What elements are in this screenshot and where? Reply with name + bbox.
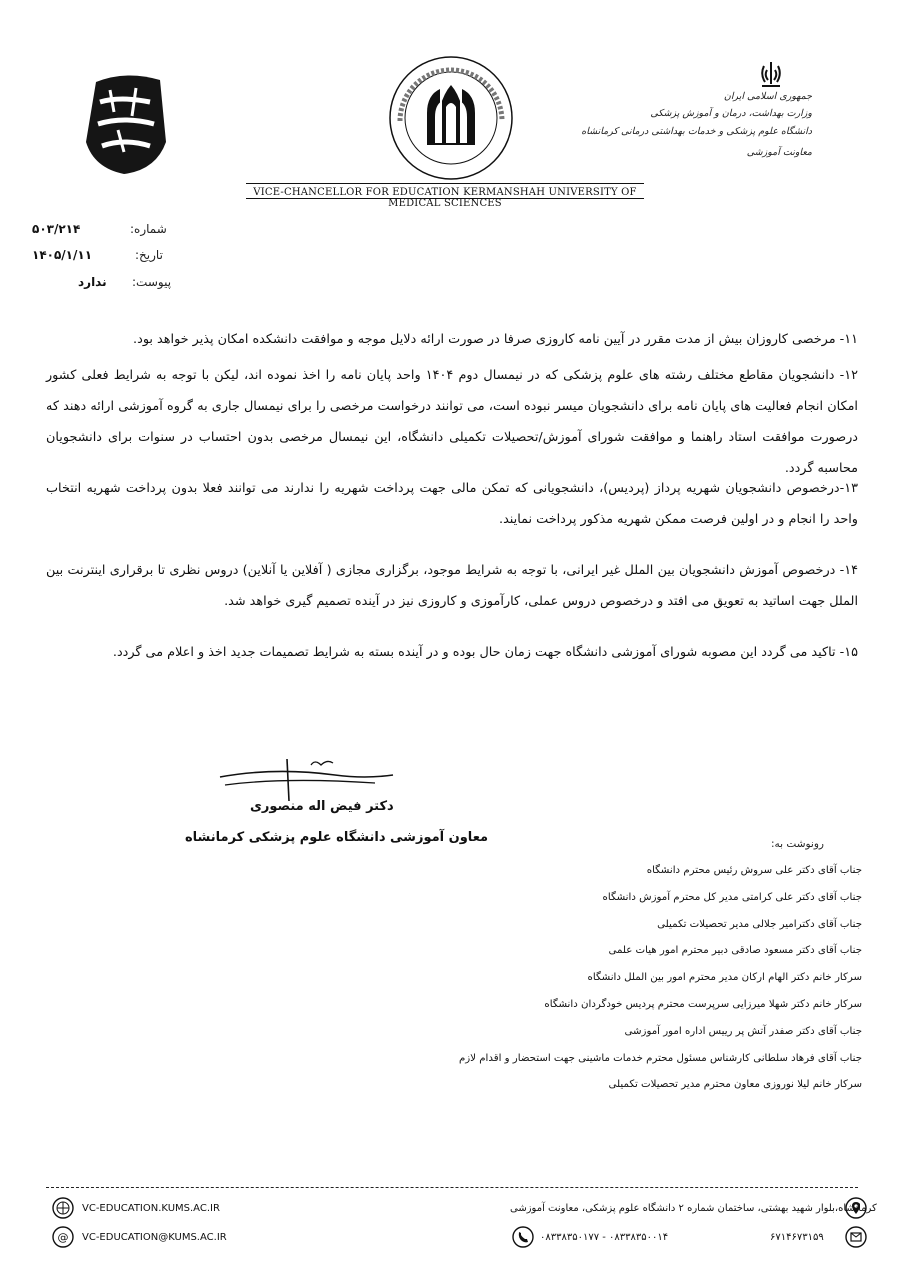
number-label: شماره:: [130, 222, 167, 236]
number-value: ۵۰۳/۲۱۴: [32, 222, 81, 236]
iran-emblem-icon: [758, 60, 784, 88]
paragraph-15: ۱۵- تاکید می گردد این مصوبه شورای آموزشی دانشگاه جهت زمان حال بوده و در آینده بسته به شرایط تصمیمات جدید اخذ و اعلام می گردد.: [112, 645, 858, 660]
footer-email[interactable]: VC-EDUCATION@KUMS.AC.IR: [82, 1232, 227, 1243]
paragraph-12: ۱۲- دانشجویان مقاطع مختلف رشته های علوم پزشکی که در نیمسال دوم ۱۴۰۴ واحد پایان نامه را اخذ نموده اند، لیکن با توجه به شرایط فعلی کشور امکان انجام فعالیت های پایان نامه برای دانشجویان میسر نبوده است، می توانند درخواست مرخصی را برای نیمسال جاری به گروه آموزشی ارائه دهند که درصورت موافقت استاد راهنما و موافقت شورای آموزش/تحصیلات تکمیلی دانشگاه، این نیمسال مرخصی بدون احتساب در سنوات برای دانشجویان محاسبه گردد.: [46, 368, 858, 476]
seal-left: [80, 72, 172, 176]
phone-icon: [512, 1226, 534, 1248]
org-line-3: دانشگاه علوم پزشکی و خدمات بهداشتی درمانی کرمانشاه: [581, 126, 812, 137]
header-band: [246, 183, 644, 209]
list-item: جناب آقای دکتر صفدر آتش پر رییس اداره امور آموزشی: [624, 1025, 862, 1037]
recipients-title: رونوشت به:: [770, 838, 824, 850]
email-at-icon: [52, 1226, 74, 1248]
signatory-title: معاون آموزشی دانشگاه علوم پزشکی کرمانشاه: [185, 830, 489, 845]
footer-phones: ۰۸۳۳۸۳۵۰۱۷۷ - ۰۸۳۳۸۳۵۰۰۱۴: [540, 1232, 669, 1243]
attachment-value: ندارد: [78, 275, 107, 289]
footer-postal-code: ۶۷۱۴۶۷۳۱۵۹: [770, 1232, 824, 1243]
attachment-label: پیوست:: [132, 275, 172, 289]
paragraph-11: ۱۱- مرخصی کاروزان بیش از مدت مقرر در آیین نامه کاروزی صرفا در صورت ارائه دلایل موجه و موافقت دانشکده امکان پذیر خواهد بود.: [133, 332, 858, 347]
list-item: سرکار خانم لیلا نوروزی معاون محترم مدیر تحصیلات تکمیلی: [608, 1079, 862, 1091]
handwritten-signature: [215, 755, 400, 805]
paragraph-13: ۱۳-درخصوص دانشجویان شهریه پرداز (پردیس)، دانشجویانی که تمکن مالی جهت پرداخت شهریه را ندارند می توانند فعلا بدون پرداخت شهریه انتخاب واحد را انجام و در اولین فرصت ممکن شهریه مذکور پرداخت نمایند.: [46, 481, 858, 527]
org-line-4: معاونت آموزشی: [746, 147, 812, 158]
list-item: سرکار خانم دکتر شهلا میرزایی سرپرست محترم پردیس خودگردان دانشگاه: [544, 998, 862, 1010]
globe-icon: [52, 1197, 74, 1219]
paragraph-14: ۱۴- درخصوص آموزش دانشجویان بین الملل غیر ایرانی، با توجه به شرایط موجود، برگزاری مجازی ( آفلاین یا آنلاین) دروس نظری تا برقراری اینترنت بین الملل جهت اساتید به تعویق می افتد و درخصوص دروس عملی، کارآموزی و کاروزی نیز در آینده تصمیم گیری خواهد شد.: [46, 563, 858, 609]
list-item: جناب آقای دکترامیر جلالی مدیر تحصیلات تکمیلی: [657, 918, 862, 930]
list-item: جناب آقای دکتر علی کرامتی مدیر کل محترم آموزش دانشگاه: [602, 891, 862, 903]
footer-address: کرمانشاه،بلوار شهید بهشتی، ساختمان شماره ۲ دانشگاه علوم پزشکی، معاونت آموزشی: [510, 1203, 877, 1214]
org-line-1: جمهوری اسلامی ایران: [723, 91, 812, 102]
signatory-name: دکتر فیض اله منصوری: [250, 799, 394, 814]
header-band-text: VICE-CHANCELLOR FOR EDUCATION KERMANSHAH UNIVERSITY OF MEDICAL SCIENCES: [253, 187, 637, 209]
date-label: تاریخ:: [135, 248, 163, 262]
list-item: جناب آقای فرهاد سلطانی کارشناس مسئول محترم خدمات ماشینی جهت استحضار و اقدام لازم: [458, 1052, 862, 1064]
list-item: جناب آقای دکتر علی سروش رئیس محترم دانشگاه: [646, 865, 862, 876]
org-line-2: وزارت بهداشت، درمان و آموزش پزشکی: [650, 108, 812, 119]
mailbox-icon: [845, 1226, 867, 1248]
recipients-list: [262, 858, 862, 1099]
svg-text:@: @: [57, 1231, 69, 1244]
university-seal: [388, 55, 514, 181]
footer-rule: [46, 1187, 858, 1188]
header-band-rule: [246, 198, 644, 199]
list-item: سرکار خانم دکتر الهام ارکان مدیر محترم امور بین الملل دانشگاه: [587, 972, 862, 984]
list-item: جناب آقای دکتر مسعود صادقی دبیر محترم امور هیات علمی: [608, 945, 862, 957]
footer-website[interactable]: VC-EDUCATION.KUMS.AC.IR: [82, 1203, 220, 1214]
date-value: ۱۴۰۵/۱/۱۱: [32, 248, 93, 262]
